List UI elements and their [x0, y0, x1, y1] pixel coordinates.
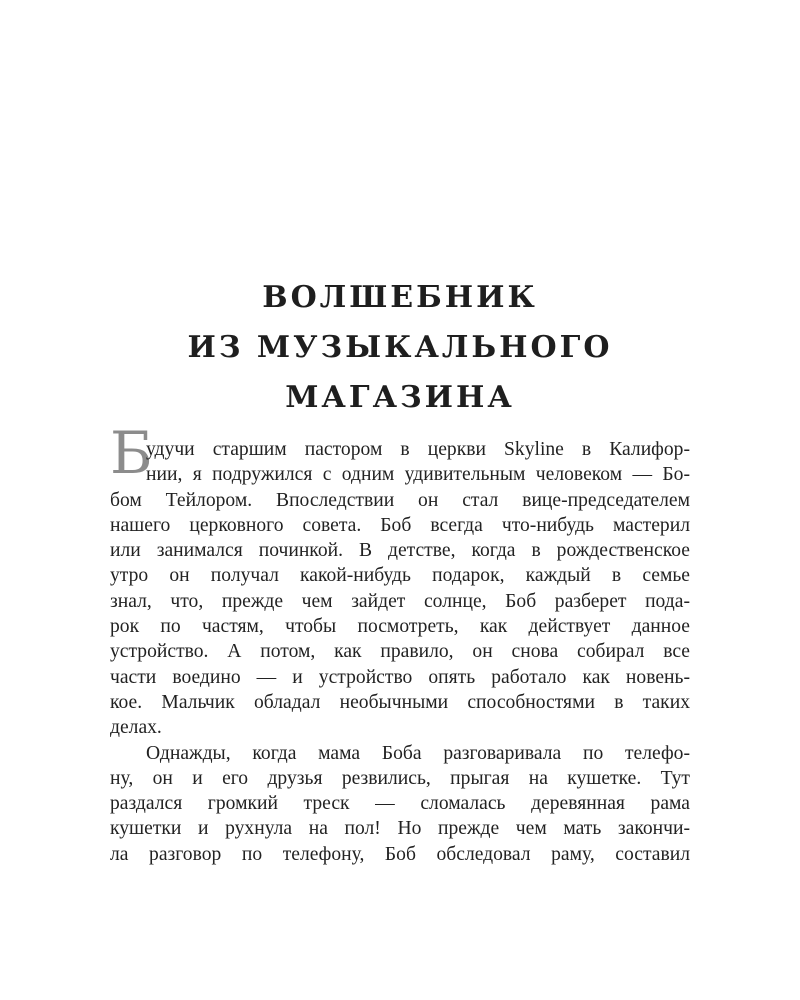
text-line: кое. Мальчик обладал необычными способностями в таких	[110, 691, 690, 713]
text-line: ла разговор по телефону, Боб обследовал раму, составил	[110, 843, 690, 865]
text-line: или занимался починкой. В детстве, когда в рождественское	[110, 540, 690, 562]
text-line: Однажды, когда мама Боба разговаривала по телефо-	[146, 742, 690, 764]
text-line: делах.	[110, 717, 162, 739]
chapter-title	[0, 273, 800, 423]
text-line: раздался громкий треск — сломалась деревянная рама	[110, 793, 690, 815]
drop-cap-letter: Б	[110, 419, 153, 487]
text-line: удучи старшим пастором в церкви Skyline в Калифор-	[146, 439, 690, 460]
text-line: кушетки и рухнула на пол! Но прежде чем мать закончи-	[110, 818, 690, 840]
text-line: нашего церковного совета. Боб всегда что-нибудь мастерил	[110, 514, 690, 536]
text-line: нии, я подружился с одним удивительным человеком — Бо-	[146, 464, 690, 486]
chapter-title-line-1: ВОЛШЕБНИК	[262, 280, 538, 315]
text-line: части воедино — и устройство опять работало как новень-	[110, 666, 690, 688]
text-line: знал, что, прежде чем зайдет солнце, Боб разберет пода-	[110, 590, 690, 612]
text-line: утро он получал какой-нибудь подарок, каждый в семье	[110, 565, 690, 587]
chapter-title-line-2: ИЗ МУЗЫКАЛЬНОГО	[187, 330, 613, 365]
body-text	[110, 437, 690, 867]
text-line: ну, он и его друзья резвились, прыгая на кушетке. Тут	[110, 767, 690, 789]
chapter-title-line-3: МАГАЗИНА	[285, 380, 515, 415]
text-line: рок по частям, чтобы посмотреть, как действует данное	[110, 616, 690, 638]
text-line: бом Тейлором. Впоследствии он стал вице-председателем	[110, 489, 690, 511]
text-line: устройство. А потом, как правило, он снова собирал все	[110, 641, 690, 663]
